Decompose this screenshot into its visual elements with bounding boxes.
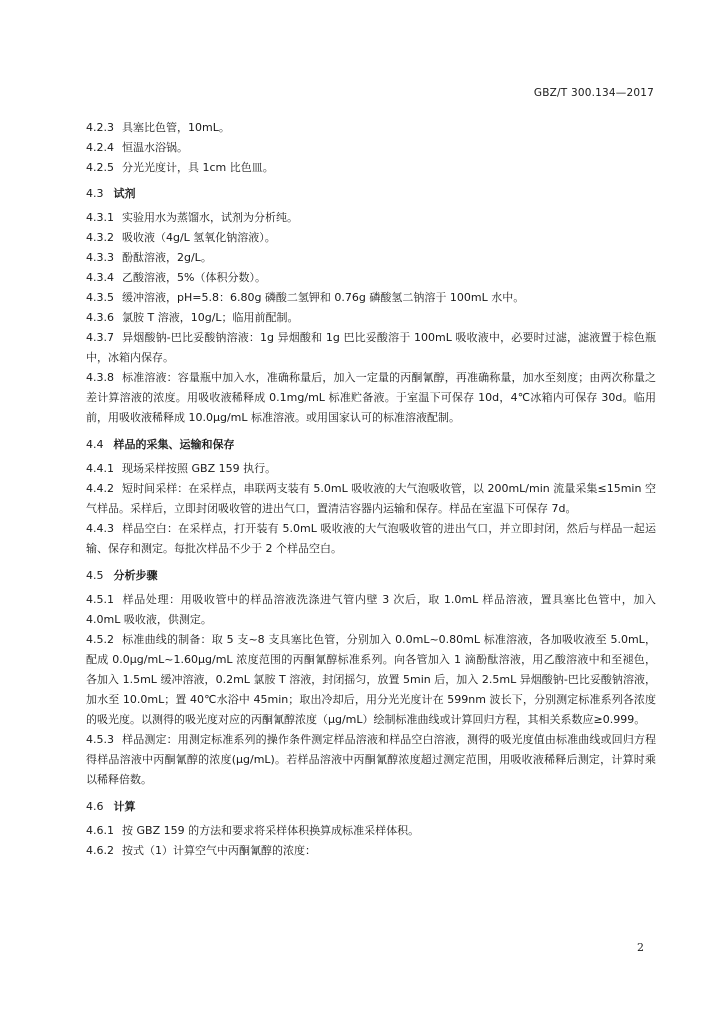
clause-text: 按式（1）计算空气中丙酮氰醇的浓度： [122, 844, 316, 857]
clause-text: 按 GBZ 159 的方法和要求将采样体积换算成标准采样体积。 [122, 824, 420, 837]
clause-4-6-2 [86, 841, 656, 861]
clause-number: 4.5.3 [86, 733, 114, 746]
clause-number: 4.3.4 [86, 271, 114, 284]
section-number: 4.6 [86, 800, 104, 813]
clause-number: 4.6.2 [86, 844, 114, 857]
clause-text: 氯胺 T 溶液，10g/L；临用前配制。 [122, 311, 299, 324]
page-number: 2 [637, 941, 644, 954]
clause-number: 4.5.1 [86, 593, 114, 606]
clause-4-4-3 [86, 519, 656, 559]
clause-4-4-1 [86, 459, 656, 479]
clause-number: 4.5.2 [86, 633, 114, 646]
clause-4-4-2 [86, 479, 656, 519]
clause-4-3-4 [86, 268, 656, 288]
clause-4-3-1 [86, 208, 656, 228]
clause-text: 标准溶液：容量瓶中加入水，准确称量后，加入一定量的丙酮氰醇，再准确称量，加水至刻度；由两次称量之差计算溶液的浓度。用吸收液稀释成 0.1mg/mL 标准贮备液。于室温下可保存 10d，4℃冰箱内可保存 30d。临用前，用吸收液稀释成 10.0μg/mL 标准溶液。或用国家认可的标准溶液配制。 [86, 371, 656, 424]
clause-4-3-7 [86, 328, 656, 368]
section-title: 样品的采集、运输和保存 [113, 438, 235, 451]
clause-4-5-2 [86, 630, 656, 730]
clause-4-2-4 [86, 138, 656, 158]
clause-text: 吸收液（4g/L 氢氧化钠溶液）。 [122, 231, 276, 244]
clause-4-3-5 [86, 288, 656, 308]
section-heading-4-6 [86, 797, 656, 817]
clause-number: 4.3.8 [86, 371, 114, 384]
clause-text: 恒温水浴锅。 [122, 141, 188, 154]
clause-text: 酚酞溶液，2g/L。 [122, 251, 212, 264]
section-title: 试剂 [113, 187, 136, 200]
clause-text: 样品空白：在采样点，打开装有 5.0mL 吸收液的大气泡吸收管的进出气口，并立即封闭，然后与样品一起运输、保存和测定。每批次样品不少于 2 个样品空白。 [86, 522, 656, 555]
clause-4-5-3 [86, 730, 656, 790]
clause-text: 标准曲线的制备：取 5 支~8 支具塞比色管，分别加入 0.0mL~0.80mL 标准溶液，各加吸收液至 5.0mL，配成 0.0μg/mL~1.60μg/mL 浓度范围的丙酮氰醇标准系列。向各管加入 1 滴酚酞溶液，用乙酸溶液中和至褪色，各加入 1.5mL 缓冲溶液，0.2mL 氯胺 T 溶液，封闭摇匀，放置 5min 后，加入 2.5mL 异烟酸钠-巴比妥酸钠溶液，加水至 10.0mL；置 40℃水浴中 45min；取出冷却后，用分光光度计在 599nm 波长下，分别测定标准系列各浓度的吸光度。以测得的吸光度对应的丙酮氰醇浓度（μg/mL）绘制标准曲线或计算回归方程，其相关系数应≥0.999。 [86, 633, 656, 726]
section-title: 计算 [113, 800, 136, 813]
clause-4-2-5 [86, 158, 656, 178]
standard-code: GBZ/T 300.134—2017 [533, 87, 654, 99]
clause-4-3-2 [86, 228, 656, 248]
clause-text: 缓冲溶液，pH=5.8：6.80g 磷酸二氢钾和 0.76g 磷酸氢二钠溶于 100mL 水中。 [122, 291, 525, 304]
clause-4-3-3 [86, 248, 656, 268]
section-number: 4.3 [86, 187, 104, 200]
clause-text: 短时间采样：在采样点，串联两支装有 5.0mL 吸收液的大气泡吸收管，以 200mL/min 流量采集≤15min 空气样品。采样后，立即封闭吸收管的进出气口，置清洁容器内运输和保存。样品在室温下可保存 7d。 [86, 482, 656, 515]
clause-number: 4.4.3 [86, 522, 114, 535]
clause-text: 分光光度计，具 1cm 比色皿。 [122, 161, 274, 174]
clause-number: 4.3.3 [86, 251, 114, 264]
clause-number: 4.2.4 [86, 141, 114, 154]
clause-number: 4.3.6 [86, 311, 114, 324]
clause-4-5-1 [86, 590, 656, 630]
clause-number: 4.4.1 [86, 462, 114, 475]
clause-number: 4.2.5 [86, 161, 114, 174]
clause-text: 具塞比色管，10mL。 [122, 121, 230, 134]
clause-number: 4.3.5 [86, 291, 114, 304]
clause-text: 乙酸溶液，5%（体积分数）。 [122, 271, 266, 284]
clause-number: 4.3.7 [86, 331, 114, 344]
clause-number: 4.2.3 [86, 121, 114, 134]
clause-number: 4.3.2 [86, 231, 114, 244]
clause-number: 4.6.1 [86, 824, 114, 837]
document-body [86, 118, 656, 861]
section-number: 4.5 [86, 569, 104, 582]
clause-4-3-8 [86, 368, 656, 428]
section-title: 分析步骤 [113, 569, 158, 582]
section-heading-4-5 [86, 566, 656, 586]
clause-4-6-1 [86, 821, 656, 841]
section-heading-4-3 [86, 184, 656, 204]
clause-number: 4.4.2 [86, 482, 114, 495]
clause-4-3-6 [86, 308, 656, 328]
clause-text: 样品处理：用吸收管中的样品溶液洗涤进气管内壁 3 次后，取 1.0mL 样品溶液，置具塞比色管中，加入 4.0mL 吸收液，供测定。 [86, 593, 656, 626]
clause-text: 异烟酸钠-巴比妥酸钠溶液：1g 异烟酸和 1g 巴比妥酸溶于 100mL 吸收液中，必要时过滤，滤液置于棕色瓶中，冰箱内保存。 [86, 331, 656, 364]
clause-text: 现场采样按照 GBZ 159 执行。 [122, 462, 277, 475]
clause-4-2-3 [86, 118, 656, 138]
section-number: 4.4 [86, 438, 104, 451]
section-heading-4-4 [86, 435, 656, 455]
clause-text: 实验用水为蒸馏水，试剂为分析纯。 [122, 211, 298, 224]
clause-text: 样品测定：用测定标准系列的操作条件测定样品溶液和样品空白溶液，测得的吸光度值由标准曲线或回归方程得样品溶液中丙酮氰醇的浓度(μg/mL)。若样品溶液中丙酮氰醇浓度超过测定范围，用吸收液稀释后测定，计算时乘以稀释倍数。 [86, 733, 656, 786]
clause-number: 4.3.1 [86, 211, 114, 224]
